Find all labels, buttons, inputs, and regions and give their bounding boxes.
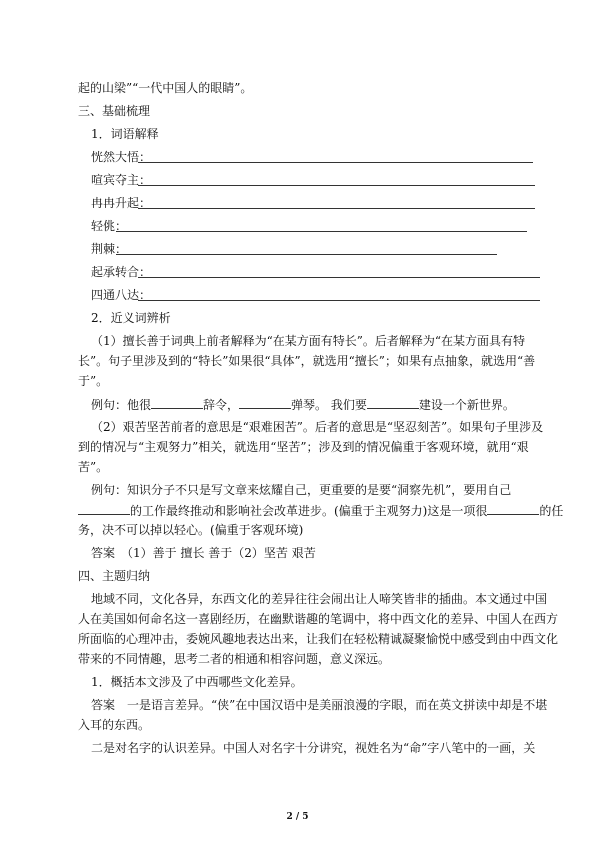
answer-blank[interactable] bbox=[116, 231, 527, 232]
answer-blank[interactable] bbox=[138, 277, 540, 278]
answer-blank[interactable] bbox=[138, 208, 535, 209]
fill-blank[interactable] bbox=[487, 502, 539, 515]
vocab-term: 轻佻： bbox=[91, 219, 128, 233]
fill-blank[interactable] bbox=[78, 502, 130, 515]
section-heading-basics: 三、基础梳理 bbox=[78, 104, 151, 118]
answer-line: 答案 一是语言差异。“侠”在中国汉语中是美丽浪漫的字眼，而在英文拼读中却是不堪 bbox=[91, 698, 548, 712]
text-line: 地域不同，文化各异，东西文化的差异往往会闹出让人啼笑皆非的插曲。本文通过中国 bbox=[91, 592, 548, 606]
example-sentence-2: 的工作最终推动和影响社会改革进步。(偏重于主观努力)这是一项很 的任 bbox=[78, 502, 563, 519]
page-number: 2 / 5 bbox=[286, 812, 309, 822]
text-line: 务，决不可以掉以轻心。(偏重于客观环境) bbox=[78, 523, 304, 537]
text-line: （2）艰苦坚苦前者的意思是“艰难困苦”。后者的意思是“坚忍刻苦”。如果句子里涉及 bbox=[91, 420, 544, 434]
text-line: 入耳的东西。 bbox=[78, 718, 151, 732]
text-line: 例句：知识分子不只是写文章来炫耀自己，更重要的是要“洞察先机”，要用自己 bbox=[91, 483, 512, 497]
text-line: 人在美国如何命名这一喜剧经历，在幽默谐趣的笔调中，将中西文化的差异、中国人在西方 bbox=[78, 612, 559, 626]
text-line: 到的情况与“主观努力”相关，就选用“坚苦”；涉及到的情况偏重于客观环境，就用“艰 bbox=[78, 440, 529, 454]
question-line: 1．概括本文涉及了中西哪些文化差异。 bbox=[91, 675, 303, 689]
vocab-term: 起承转合： bbox=[91, 265, 152, 279]
section-heading-theme: 四、主题归纳 bbox=[78, 569, 151, 583]
text-line: 长”。句子里涉及到的“特长”如果很“具体”，就选用“擅长”；如果有点抽象，就选用“善 bbox=[78, 354, 536, 368]
text-line: 苦”。 bbox=[78, 460, 109, 474]
fill-blank[interactable] bbox=[367, 396, 419, 409]
text-line: 起的山梁”“一代中国人的眼睛”。 bbox=[78, 81, 253, 95]
answer-blank[interactable] bbox=[138, 162, 533, 163]
text-line: 带来的不同情趣，思考二者的相通和相容问题，意义深远。 bbox=[78, 652, 391, 666]
answer-blank[interactable] bbox=[116, 254, 497, 255]
text-line: 于”。 bbox=[78, 374, 109, 388]
vocab-term: 恍然大悟： bbox=[91, 150, 152, 164]
answer-blank[interactable] bbox=[138, 185, 535, 186]
text-line: 二是对名字的认识差异。中国人对名字十分讲究，视姓名为“命”字八笔中的一画，关 bbox=[91, 741, 536, 755]
subheading-synonyms: 2．近义词辨析 bbox=[91, 311, 171, 325]
answer-line: 答案 （1）善于 擅长 善于（2）坚苦 艰苦 bbox=[91, 546, 316, 560]
text-line: （1）擅长善于词典上前者解释为“在某方面有特长”。后者解释为“在某方面具有特 bbox=[91, 334, 526, 348]
example-sentence-1: 例句：他很 辞令， 弹琴。 我们要 建设一个新世界。 bbox=[91, 398, 515, 412]
fill-blank[interactable] bbox=[239, 396, 291, 409]
vocab-term: 喧宾夺主： bbox=[91, 173, 152, 187]
vocab-term: 荆棘： bbox=[91, 242, 128, 256]
vocab-term: 冉冉升起： bbox=[91, 196, 152, 210]
text-line: 所面临的心理冲击，委婉风趣地表达出来，让我们在轻松精诚凝聚愉悦中感受到由中西文化 bbox=[78, 632, 559, 646]
vocab-term: 四通八达： bbox=[91, 288, 152, 302]
subheading-word-explanation: 1．词语解释 bbox=[91, 127, 159, 141]
fill-blank[interactable] bbox=[151, 396, 203, 409]
answer-blank[interactable] bbox=[138, 300, 540, 301]
